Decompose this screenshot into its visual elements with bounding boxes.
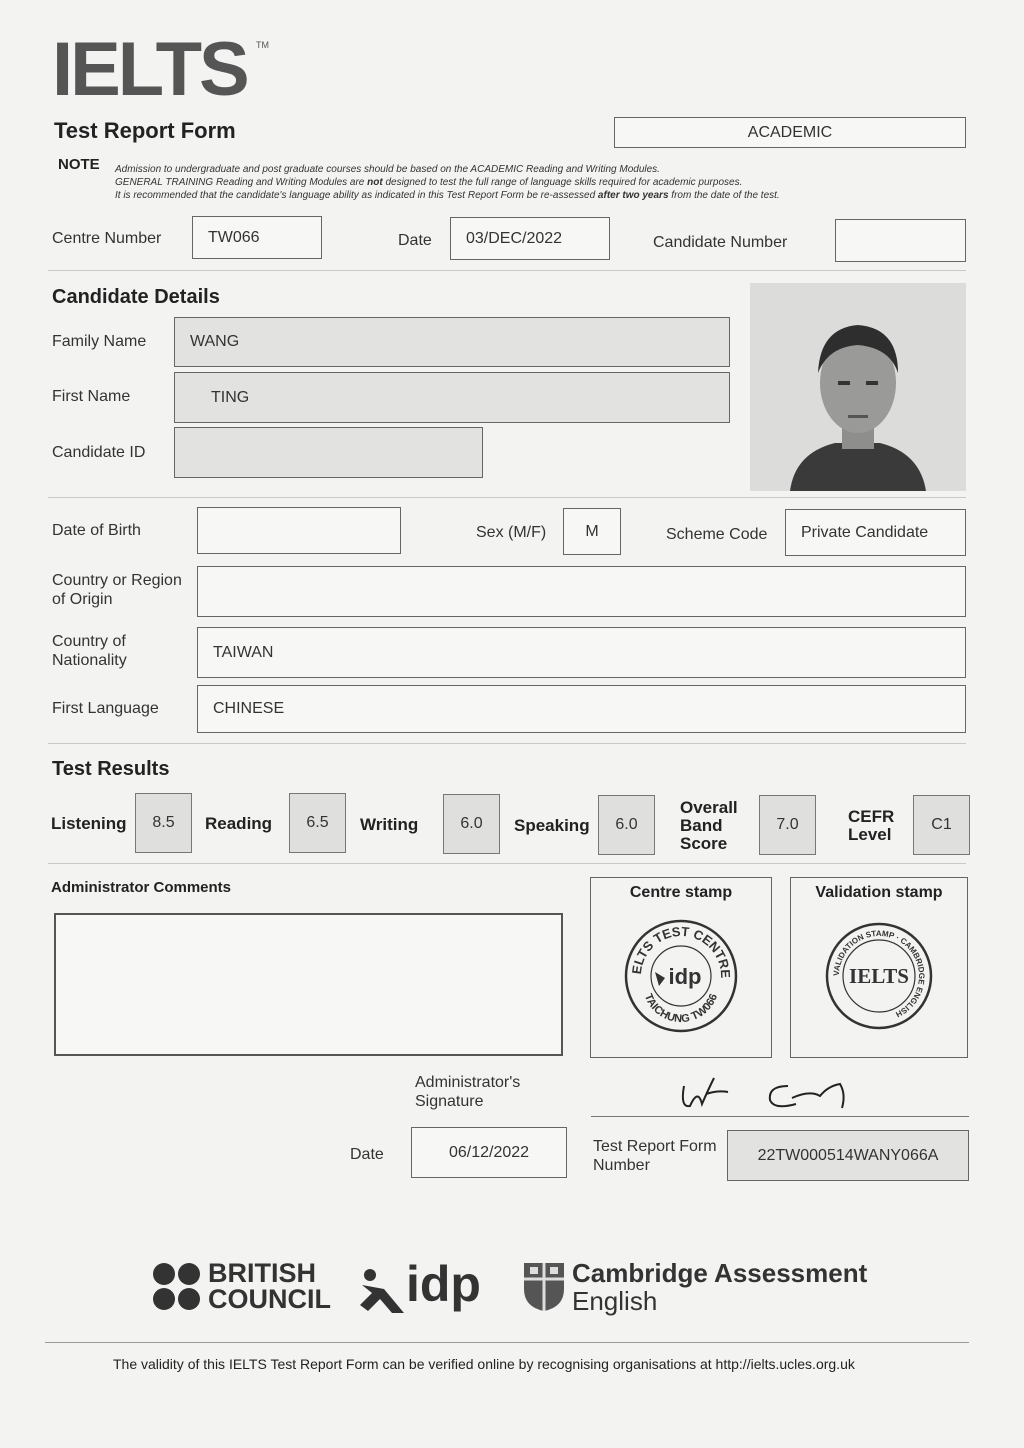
candidate-number-label: Candidate Number [653,234,788,251]
nationality-label: Country of Nationality [52,633,127,669]
centre-number-label: Centre Number [52,230,162,247]
note-line-2: GENERAL TRAINING Reading and Writing Modules are not designed to test the full range of language skills required for academic purposes. [115,177,743,188]
ielts-logo: IELTS [52,27,247,112]
validity-notice: The validity of this IELTS Test Report Form can be verified online by recognising organisations at http://ielts.ucles.org.uk [113,1356,855,1372]
speaking-label: Speaking [514,816,590,835]
admin-comments-box [54,913,563,1056]
admin-comments-label: Administrator Comments [51,879,232,896]
admin-date-label: Date [350,1146,384,1163]
nationality-box [197,627,966,678]
note-label: NOTE [58,156,100,173]
origin-box [197,566,966,617]
first-language-label: First Language [52,700,159,717]
centre-stamp-panel [590,877,772,1058]
test-date-label: Date [398,232,432,249]
admin-signature-label: Administrator's Signature [415,1074,521,1110]
candidate-photo [750,283,966,491]
reading-score: 6.5 [289,793,346,853]
family-name-label: Family Name [52,333,147,350]
centre-stamp [621,916,741,1036]
listening-score: 8.5 [135,793,192,853]
module-value: ACADEMIC [747,123,833,141]
first-language-box [197,685,966,733]
admin-date-box [411,1127,567,1178]
first-name-value: TING [211,388,250,406]
trademark: TM [256,40,269,50]
overall-band-score: 7.0 [759,795,816,855]
first-language-value: CHINESE [213,700,285,717]
centre-number-value: TW066 [208,228,260,246]
trf-number-box [727,1130,969,1181]
centre-stamp-label: Centre stamp [629,884,733,901]
first-name-label: First Name [52,388,131,405]
test-results-title: Test Results [52,758,170,780]
divider [48,497,966,498]
family-name-value: WANG [190,333,240,350]
svg-text:TAICHUNG TW066: TAICHUNG TW066 [641,992,721,1026]
note-text [115,163,780,202]
reading-label: Reading [205,814,273,833]
trf-number-label: Test Report Form Number [593,1138,717,1174]
first-name-box [174,372,730,423]
divider [48,270,966,271]
sex-label: Sex (M/F) [476,524,547,541]
trf-number-value: 22TW000514WANY066A [757,1146,939,1164]
footer-divider [45,1342,969,1343]
admin-date-value: 06/12/2022 [448,1143,530,1161]
idp-figure-icon [358,1265,408,1315]
origin-label: Country or Region of Origin [52,572,182,608]
test-date-box [450,217,610,260]
writing-score: 6.0 [443,794,500,854]
note-line-3: It is recommended that the candidate's language ability as indicated in this Test Report Form be re-assessed after two years from the date of the test. [115,190,780,201]
dob-label: Date of Birth [52,522,141,539]
note-line-1: Admission to undergraduate and post graduate courses should be based on the ACADEMIC Reading and Writing Modules. [115,164,660,175]
svg-text:VALIDATION STAMP · CAMBRIDGE E: VALIDATION STAMP · CAMBRIDGE ENGLISH [831,928,927,1019]
form-title: Test Report Form [54,118,236,143]
nationality-value: TAIWAN [213,643,274,661]
svg-text:IELTS TEST CENTRE: ELTS TEST CENTRE [628,923,734,979]
british-council-dots-icon [152,1262,202,1312]
scheme-code-box [785,509,966,556]
divider [48,743,966,744]
validation-stamp-panel [790,877,968,1058]
cefr-level-score: C1 [913,795,970,855]
cambridge-shield-icon [522,1261,566,1313]
validation-stamp [824,921,934,1031]
dob-box [197,507,401,554]
candidate-id-label: Candidate ID [52,444,146,461]
sex-value: M [585,522,599,540]
module-box [614,117,966,148]
validation-stamp-label: Validation stamp [815,884,943,901]
overall-band-label: Overall Band Score [680,798,738,853]
sex-box [563,508,621,555]
admin-signature [670,1068,870,1118]
svg-text:idp: idp [668,964,702,989]
svg-text:IELTS: IELTS [849,964,909,988]
scheme-code-value: Private Candidate [801,523,929,541]
candidate-id-box [174,427,483,478]
signature-line [591,1116,969,1117]
listening-label: Listening [51,814,127,833]
speaking-score: 6.0 [598,795,655,855]
scheme-code-label: Scheme Code [666,526,768,543]
writing-label: Writing [360,815,419,834]
family-name-box [174,317,730,367]
divider [48,863,966,864]
candidate-number-box [835,219,966,262]
cefr-level-label: CEFR Level [848,807,895,844]
centre-number-box [192,216,322,259]
candidate-details-title: Candidate Details [52,286,220,308]
test-date-value: 03/DEC/2022 [466,229,563,247]
